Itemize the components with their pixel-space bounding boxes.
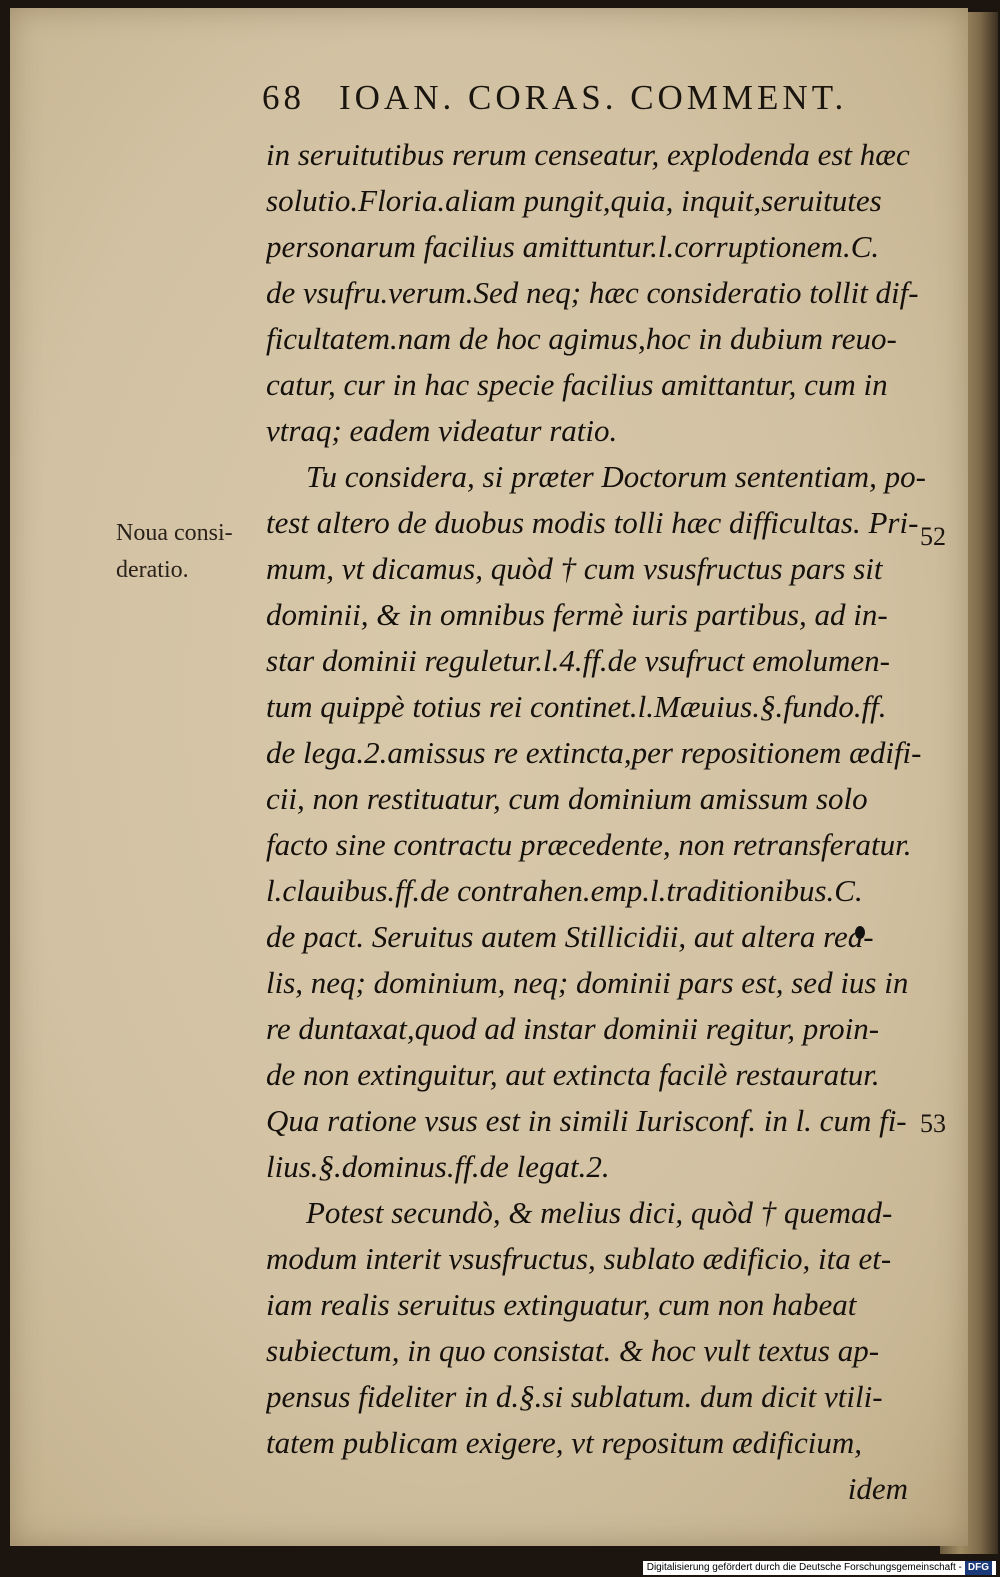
text-line: iam realis seruitus extinguatur, cum non habeat (266, 1287, 857, 1322)
main-text (266, 132, 926, 1512)
dfg-logo: DFG (965, 1561, 992, 1575)
text-line: subiectum, in quo consistat. & hoc vult textus ap- (266, 1333, 880, 1368)
text-line: facto sine contractu præcedente, non retransferatur. (266, 827, 912, 862)
text-line: vtraq; eadem videatur ratio. (266, 413, 618, 448)
text-line: star dominii reguletur.l.4.ff.de vsufruct emolumen- (266, 643, 890, 678)
digitization-footer (643, 1561, 996, 1575)
text-line: de pact. Seruitus autem Stillicidii, aut altera rea- (266, 919, 874, 954)
running-head (262, 78, 862, 128)
text-line: de non extinguitur, aut extincta facilè restauratur. (266, 1057, 880, 1092)
text-line: test altero de duobus modis tolli hæc difficultas. Pri- (266, 505, 919, 540)
text-line: Potest secundò, & melius dici, quòd † quemad- (306, 1195, 893, 1230)
text-line: de lega.2.amissus re extincta,per repositionem ædifi- (266, 735, 922, 770)
text-line: personarum facilius amittuntur.l.corruptionem.C. (266, 229, 880, 264)
text-line: modum interit vsusfructus, sublato ædificio, ita et- (266, 1241, 892, 1276)
text-line: in seruitutibus rerum censeatur, explodenda est hæc (266, 137, 910, 172)
text-line: lis, neq; dominium, neq; dominii pars est, sed ius in (266, 965, 909, 1000)
text-line: catur, cur in hac specie facilius amittantur, cum in (266, 367, 888, 402)
footer-text: Digitalisierung gefördert durch die Deutsche Forschungsgemeinschaft - (646, 1562, 962, 1573)
running-head-title: IOAN. CORAS. COMMENT. (339, 78, 848, 117)
text-line: Qua ratione vsus est in simili Iurisconf. in l. cum fi- (266, 1103, 907, 1138)
paragraph-number: 53 (920, 1109, 946, 1138)
text-line: tatem publicam exigere, vt repositum ædificium, (266, 1425, 863, 1460)
text-line: mum, vt dicamus, quòd † cum vsusfructus pars sit (266, 551, 883, 586)
paragraph-number: 52 (920, 522, 946, 551)
text-line: Tu considera, si præter Doctorum sententiam, po- (306, 459, 926, 494)
marginal-note-line: Noua consi- (116, 520, 233, 546)
catchword: idem (847, 1471, 908, 1506)
text-line: l.clauibus.ff.de contrahen.emp.l.traditionibus.C. (266, 873, 863, 908)
text-line: ficultatem.nam de hoc agimus,hoc in dubium reuo- (266, 321, 897, 356)
text-line: lius.§.dominus.ff.de legat.2. (266, 1149, 610, 1184)
text-line: dominii, & in omnibus fermè iuris partibus, ad in- (266, 597, 888, 632)
page-number: 68 (262, 78, 305, 117)
text-line: cii, non restituatur, cum dominium amissum solo (266, 781, 868, 816)
text-line: de vsufru.verum.Sed neq; hæc consideratio tollit dif- (266, 275, 919, 310)
marginal-note (116, 515, 266, 589)
text-line: re duntaxat,quod ad instar dominii regitur, proin- (266, 1011, 880, 1046)
text-line: tum quippè totius rei continet.l.Mæuius.§.fundo.ff. (266, 689, 887, 724)
text-line: pensus fideliter in d.§.si sublatum. dum dicit vtili- (266, 1379, 883, 1414)
text-line: solutio.Floria.aliam pungit,quia, inquit,seruitutes (266, 183, 882, 218)
marginal-note-line: deratio. (116, 557, 189, 583)
